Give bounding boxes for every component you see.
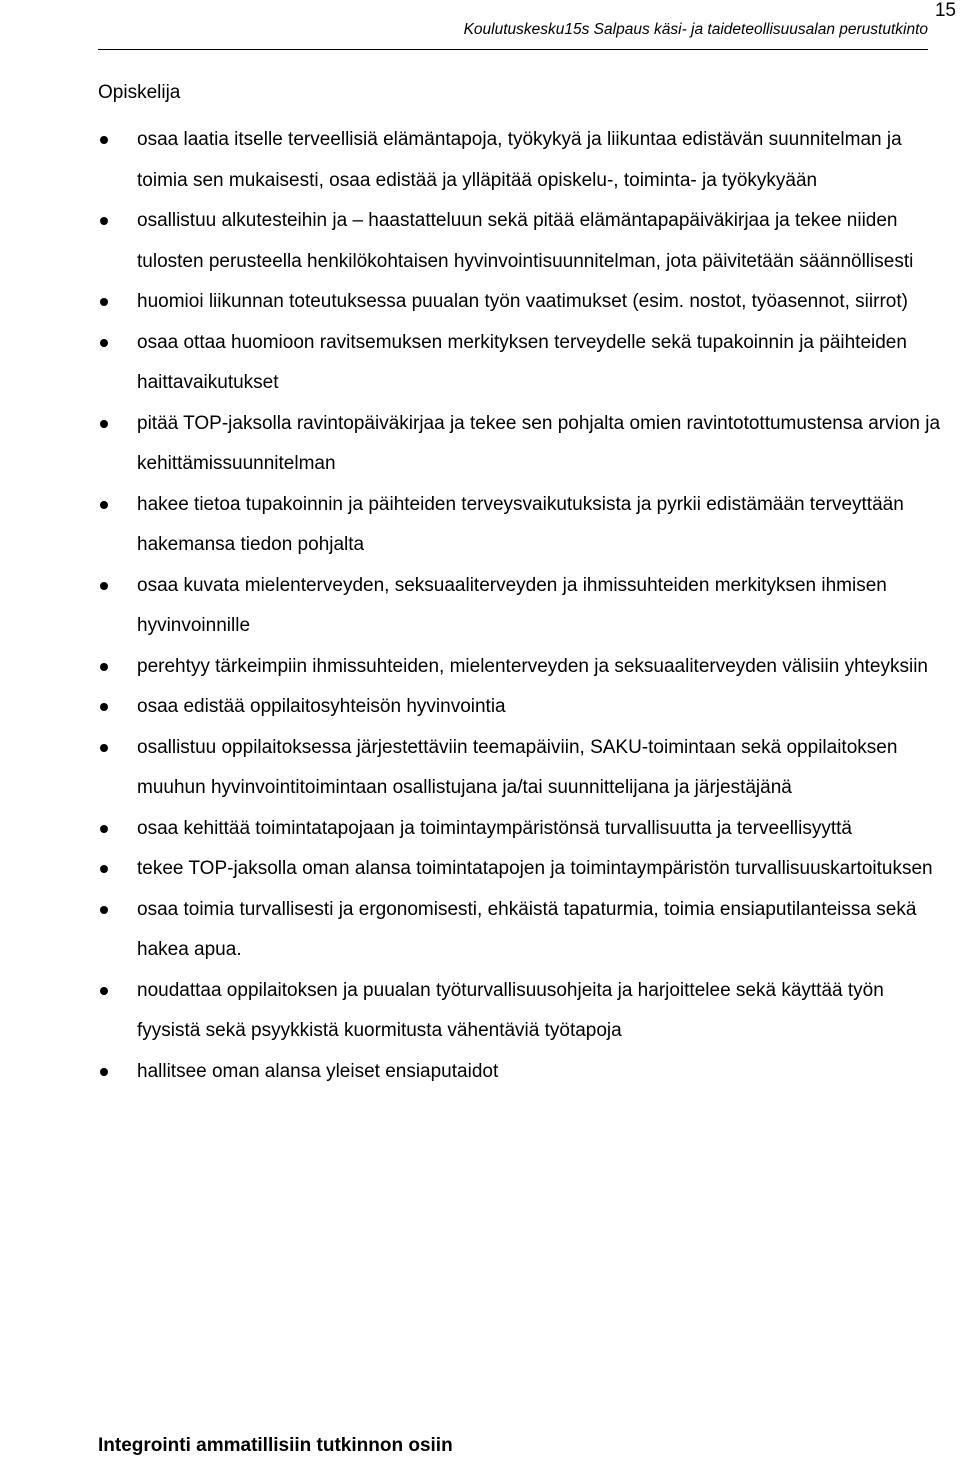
list-item-text: huomioi liikunnan toteutuksessa puualan työn vaatimukset (esim. nostot, työasennot, siirrot) [137,291,908,312]
list-item-text: osaa kehittää toimintatapojaan ja toimintaympäristönsä turvallisuutta ja terveellisyyttä [137,817,852,839]
bullet-icon [100,744,108,752]
bullet-icon [100,582,108,590]
running-header: Koulutuskesku15s Salpaus käsi- ja taideteollisuusalan perustutkinto [98,20,928,50]
list-item-text: pitää TOP-jaksolla ravintopäiväkirjaa ja tekee sen pohjalta omien ravintotottumustensa arvion ja kehittämissuunnitelman [137,412,941,474]
list-item [0,687,950,728]
list-item [0,809,950,850]
section-heading: Integrointi ammatillisiin tutkinnon osiin [98,1435,453,1456]
list-item [0,485,950,566]
bullet-icon [100,420,108,428]
list-item-text: hakee tietoa tupakoinnin ja päihteiden terveysvaikutuksista ja pyrkii edistämään terveyttään hakemansa tiedon pohjalta [137,493,904,555]
bullet-icon [100,136,108,144]
bullet-icon [100,501,108,509]
list-item [0,728,950,809]
list-item-text: osallistuu oppilaitoksessa järjestettäviin teemapäiviin, SAKU-toimintaan sekä oppilaitoksen muuhun hyvinvointitoimintaan osallistujana ja/tai suunnittelijana ja järjestäjänä [137,736,898,798]
list-item [0,404,950,485]
list-item [0,566,950,647]
list-item-text: noudattaa oppilaitoksen ja puualan työturvallisuusohjeita ja harjoittelee sekä käyttää työn fyysistä sekä psyykkistä kuormitusta vähentäviä työtapoja [137,979,884,1041]
list-item [0,971,950,1052]
list-item-text: osaa laatia itselle terveellisiä elämäntapoja, työkykyä ja liikuntaa edistävän suunnitelman ja toimia sen mukaisesti, osaa edistää ja ylläpitää opiskelu-, toiminta- ja työkykyään [137,129,902,191]
list-item [0,890,950,971]
list-item [0,323,950,404]
list-item [0,849,950,890]
bullet-icon [100,906,108,914]
bullet-icon [100,298,108,306]
list-item-text: osaa ottaa huomioon ravitsemuksen merkityksen terveydelle sekä tupakoinnin ja päihteiden haittavaikutukset [137,331,907,393]
bullet-icon [100,663,108,671]
bullet-icon [100,1068,108,1076]
list-item [0,201,950,282]
bullet-icon [100,703,108,711]
bullet-icon [100,339,108,347]
list-item [0,1052,950,1093]
list-item-text: osallistuu alkutesteihin ja – haastatteluun sekä pitää elämäntapapäiväkirjaa ja tekee niiden tulosten perusteella henkilökohtaisen hyvinvointisuunnitelman, jota päivitetään säännöllisesti [137,210,914,272]
list-item [0,282,950,323]
page-number: 15 [934,0,956,21]
bullet-list [0,120,960,1092]
list-item-text: hallitsee oman alansa yleiset ensiaputaidot [137,1060,499,1082]
list-item-text: tekee TOP-jaksolla oman alansa toimintatapojen ja toimintaympäristön turvallisuuskartoituksen [137,858,933,879]
list-item-text: osaa toimia turvallisesti ja ergonomisesti, ehkäistä tapaturmia, toimia ensiaputilanteissa sekä hakea apua. [137,898,917,960]
list-item [0,120,950,201]
list-item [0,647,950,688]
bullet-icon [100,217,108,225]
bullet-icon [100,987,108,995]
list-item-text: perehtyy tärkeimpiin ihmissuhteiden, mielenterveyden ja seksuaaliterveyden välisiin yhteyksiin [137,655,928,677]
list-item-text: osaa kuvata mielenterveyden, seksuaaliterveyden ja ihmissuhteiden merkityksen ihmisen hyvinvoinnille [137,574,887,636]
list-item-text: osaa edistää oppilaitosyhteisön hyvinvointia [137,696,506,717]
intro-text: Opiskelija [98,82,181,103]
bullet-icon [100,825,108,833]
bullet-icon [100,865,108,873]
